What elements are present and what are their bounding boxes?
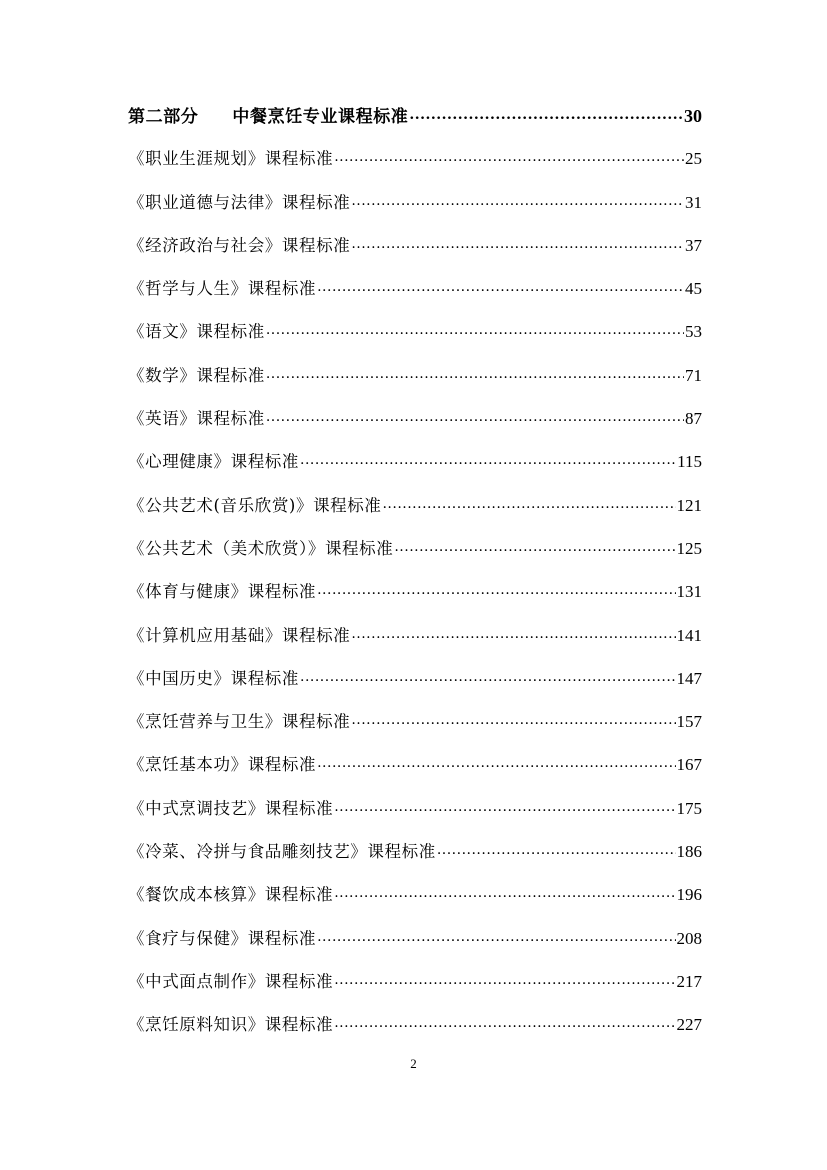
- toc-dot-leader: [334, 969, 675, 988]
- toc-dot-leader: [317, 579, 675, 598]
- toc-entry-title: 《心理健康》课程标准: [128, 452, 299, 472]
- toc-entry[interactable]: [128, 448, 702, 491]
- toc-entry[interactable]: [128, 751, 702, 794]
- toc-heading-title: 中餐烹饪专业课程标准: [232, 107, 409, 127]
- toc-dot-leader: [317, 926, 675, 945]
- toc-entry-page: 25: [685, 149, 702, 169]
- toc-entry[interactable]: [128, 535, 702, 578]
- toc-entry[interactable]: [128, 578, 702, 621]
- toc-dot-leader: [334, 882, 675, 901]
- toc-entry[interactable]: [128, 362, 702, 405]
- toc-entry-title: 《语文》课程标准: [128, 322, 265, 342]
- toc-entry-page: 167: [676, 755, 702, 775]
- toc-entry[interactable]: [128, 275, 702, 318]
- toc-dot-leader: [409, 104, 683, 124]
- toc-dot-leader: [266, 406, 684, 425]
- toc-entry-list: [128, 145, 702, 1054]
- toc-entry-title: 《英语》课程标准: [128, 409, 265, 429]
- toc-entry-title: 《计算机应用基础》课程标准: [128, 625, 351, 645]
- toc-dot-leader: [351, 233, 684, 252]
- toc-entry-page: 157: [676, 712, 702, 732]
- toc-entry-page: 141: [676, 625, 702, 645]
- toc-entry-title: 《职业生涯规划》课程标准: [128, 149, 334, 169]
- page-number: 2: [410, 1056, 417, 1071]
- toc-entry[interactable]: [128, 145, 702, 188]
- toc-entry[interactable]: [128, 708, 702, 751]
- toc-entry-title: 《餐饮成本核算》课程标准: [128, 885, 334, 905]
- toc-heading-page: 30: [684, 106, 702, 126]
- toc-entry-page: 53: [685, 322, 702, 342]
- toc-dot-leader: [334, 1012, 675, 1031]
- toc-dot-leader: [437, 839, 676, 858]
- toc-entry[interactable]: [128, 881, 702, 924]
- toc-entry-page: 71: [685, 365, 702, 385]
- toc-entry[interactable]: [128, 795, 702, 838]
- toc-entry[interactable]: [128, 665, 702, 708]
- toc-entry[interactable]: [128, 622, 702, 665]
- toc-entry-title: 《烹饪原料知识》课程标准: [128, 1015, 334, 1035]
- toc-entry[interactable]: [128, 925, 702, 968]
- toc-entry[interactable]: [128, 405, 702, 448]
- toc-entry-page: 37: [685, 235, 702, 255]
- toc-entry-page: 227: [676, 1015, 702, 1035]
- toc-entry-page: 131: [676, 582, 702, 602]
- toc-entry-title: 《冷菜、冷拼与食品雕刻技艺》课程标准: [128, 842, 436, 862]
- toc-dot-leader: [334, 796, 675, 815]
- toc-entry-title: 《哲学与人生》课程标准: [128, 279, 317, 299]
- toc-entry-page: 217: [676, 971, 702, 991]
- toc-entry-page: 147: [676, 668, 702, 688]
- toc-dot-leader: [334, 146, 684, 165]
- toc-entry-page: 175: [676, 798, 702, 818]
- toc-entry[interactable]: [128, 318, 702, 361]
- toc-dot-leader: [382, 493, 675, 512]
- toc-entry-title: 《中式面点制作》课程标准: [128, 971, 334, 991]
- toc-dot-leader: [300, 666, 676, 685]
- toc-entry[interactable]: [128, 968, 702, 1011]
- table-of-contents: [128, 102, 702, 1055]
- toc-entry[interactable]: [128, 1011, 702, 1054]
- toc-entry-title: 《公共艺术（美术欣赏）》课程标准: [128, 538, 394, 558]
- toc-dot-leader: [317, 276, 684, 295]
- toc-entry-title: 《烹饪基本功》课程标准: [128, 755, 317, 775]
- toc-entry-title: 《数学》课程标准: [128, 365, 265, 385]
- toc-dot-leader: [300, 449, 676, 468]
- toc-entry-title: 《公共艺术(音乐欣赏)》课程标准: [128, 495, 382, 515]
- toc-entry-page: 31: [685, 192, 702, 212]
- toc-dot-leader: [351, 190, 684, 209]
- toc-entry[interactable]: [128, 838, 702, 881]
- toc-entry-title: 《体育与健康》课程标准: [128, 582, 317, 602]
- toc-entry-page: 125: [676, 538, 702, 558]
- toc-entry-title: 《经济政治与社会》课程标准: [128, 235, 351, 255]
- toc-entry-page: 208: [676, 928, 702, 948]
- toc-dot-leader: [351, 623, 675, 642]
- toc-entry-title: 《职业道德与法律》课程标准: [128, 192, 351, 212]
- toc-heading-part: 第二部分: [128, 107, 199, 127]
- toc-heading-row[interactable]: [128, 102, 702, 145]
- toc-entry-page: 45: [685, 279, 702, 299]
- toc-entry-page: 87: [685, 409, 702, 429]
- toc-entry-page: 121: [676, 495, 702, 515]
- toc-entry-title: 《中式烹调技艺》课程标准: [128, 798, 334, 818]
- toc-dot-leader: [351, 709, 675, 728]
- toc-dot-leader: [394, 536, 675, 555]
- toc-entry-page: 196: [676, 885, 702, 905]
- toc-entry-page: 186: [676, 842, 702, 862]
- toc-dot-leader: [317, 752, 675, 771]
- toc-entry-title: 《中国历史》课程标准: [128, 668, 299, 688]
- toc-dot-leader: [266, 363, 684, 382]
- toc-entry-page: 115: [677, 452, 702, 472]
- toc-entry[interactable]: [128, 189, 702, 232]
- toc-dot-leader: [266, 319, 684, 338]
- toc-entry[interactable]: [128, 232, 702, 275]
- toc-entry-title: 《食疗与保健》课程标准: [128, 928, 317, 948]
- toc-entry-title: 《烹饪营养与卫生》课程标准: [128, 712, 351, 732]
- toc-entry[interactable]: [128, 492, 702, 535]
